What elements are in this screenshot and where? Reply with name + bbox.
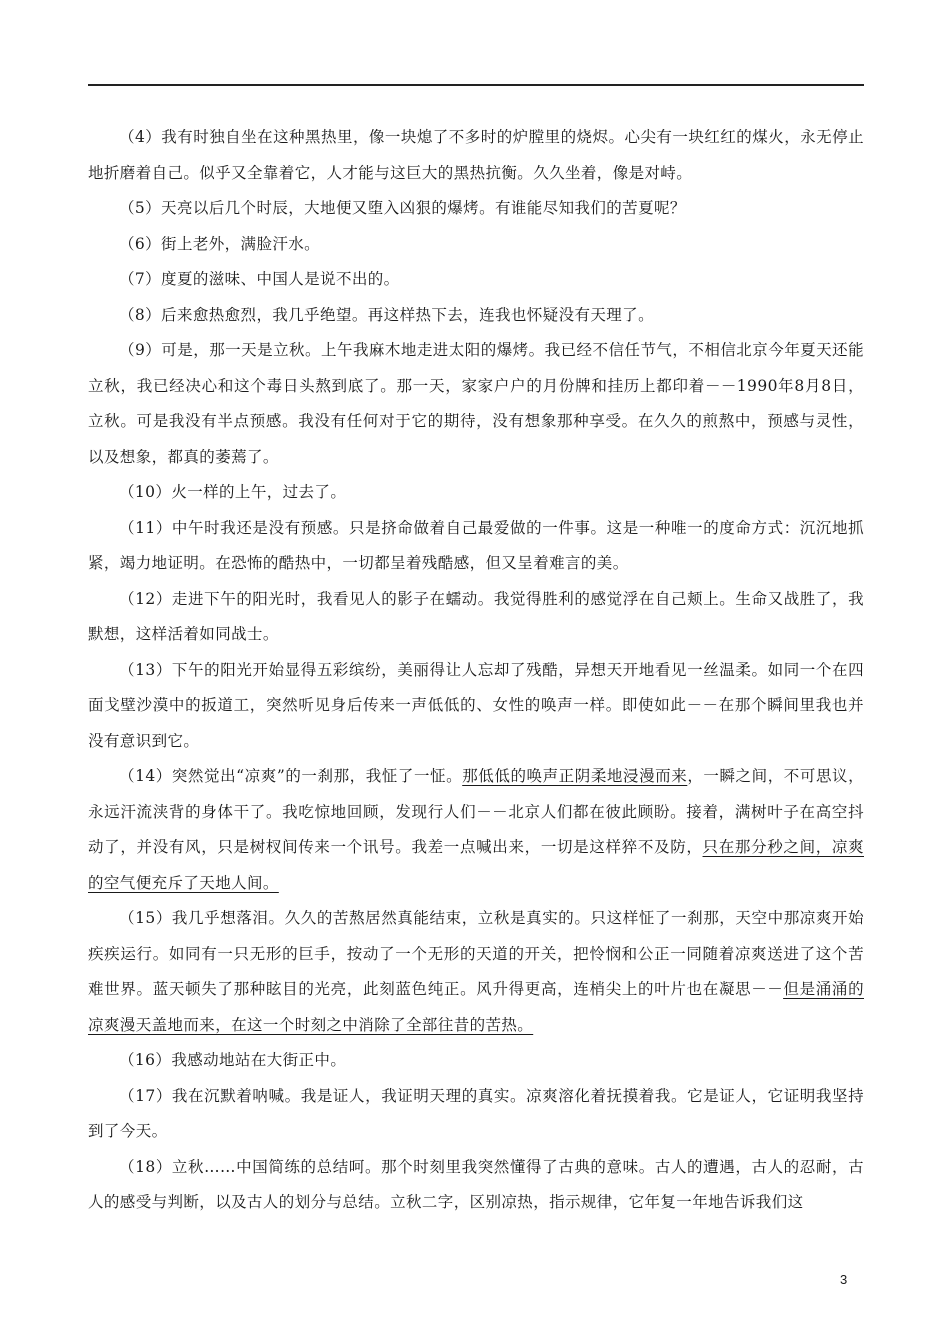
header-rule [88, 84, 864, 86]
paragraph-text: （6）街上老外，满脸汗水。 [119, 234, 321, 253]
paragraph [88, 1079, 864, 1150]
paragraph-text: （7）度夏的滋味、中国人是说不出的。 [119, 270, 400, 288]
paragraph [88, 475, 864, 511]
paragraph-text: （9）可是，那一天是立秋。上午我麻木地走进太阳的爆烤。我已经不信任节气，不相信北京今年夏天还能立秋，我已经决心和这个毒日头熬到底了。那一天，家家户户的月份牌和挂历上都印着－－1990年8月8日，立秋。可是我没有半点预感。我没有任何对于它的期待，没有想象那种享受。在久久的煎熬中，预感与灵性，以及想象，都真的萎蔫了。 [88, 341, 864, 466]
paragraph-text: （15）我几乎想落泪。久久的苦熬居然真能结束，立秋是真实的。只这样怔了一刹那，天空中那凉爽开始疾疾运行。如同有一只无形的巨手，按动了一个无形的天道的开关，把怜悯和公正一同随着凉爽送进了这个苦难世界。蓝天顿失了那种眩目的光亮，此刻蓝色纯正。风升得更高，连梢尖上的叶片也在凝思－－ [88, 909, 864, 998]
underlined-text: 但是涌涌的凉爽漫天盖地而来，在这一个时刻之中消除了全部往昔的苦热。 [88, 980, 864, 1034]
paragraph-text: （5）天亮以后几个时辰，大地便又堕入凶狠的爆烤。有谁能尽知我们的苦夏呢？ [119, 199, 686, 217]
paragraph [88, 262, 864, 298]
paragraph-text: ，一瞬之间，不可思议，永远汗流浃背的身体干了。我吃惊地回顾，发现行人们－－北京人们都在彼此顾盼。接着，满树叶子在高空抖动了，并没有风，只是树杈间传来一个讯号。我差一点喊出来，一切是这样猝不及防， [88, 767, 864, 856]
paragraph-text: （16）我感动地站在大街正中。 [119, 1051, 347, 1069]
paragraph-text: （11）中午时我还是没有预感。只是挤命做着自己最爱做的一件事。这是一种唯一的度命方式：沉沉地抓紧，竭力地证明。在恐怖的酷热中，一切都呈着残酷感，但又呈着难言的美。 [88, 518, 864, 572]
paragraph [88, 901, 864, 1043]
paragraph [88, 511, 864, 582]
paragraph [88, 333, 864, 475]
paragraph-text: （10）火一样的上午，过去了。 [119, 483, 347, 501]
paragraph [88, 582, 864, 653]
underlined-text: 那低低的唤声正阴柔地浸漫而来 [462, 767, 688, 785]
paragraph [88, 653, 864, 760]
underlined-text: 只在那分秒之间，凉爽的空气便充斥了天地人间。 [88, 838, 864, 892]
paragraph-text: （13）下午的阳光开始显得五彩缤纷，美丽得让人忘却了残酷，异想天开地看见一丝温柔。如同一个在四面戈壁沙漠中的扳道工，突然听见身后传来一声低低的、女性的唤声一样。即使如此－－在那个瞬间里我也并没有意识到它。 [88, 660, 864, 750]
paragraph-text: （14）突然觉出“凉爽”的一刹那，我怔了一怔。 [119, 767, 463, 785]
paragraph [88, 191, 864, 227]
paragraph [88, 120, 864, 191]
paragraph-text: （18）立秋……中国简练的总结呵。那个时刻里我突然懂得了古典的意味。古人的遭遇，古人的忍耐，古人的感受与判断，以及古人的划分与总结。立秋二字，区别凉热，指示规律，它年复一年地告诉我们这 [88, 1157, 864, 1211]
paragraph-text: （8）后来愈热愈烈，我几乎绝望。再这样热下去，连我也怀疑没有天理了。 [119, 305, 654, 324]
article-body [88, 120, 864, 1221]
paragraph [88, 298, 864, 334]
paragraph-text: （4）我有时独自坐在这种黑热里，像一块熄了不多时的炉膛里的烧烬。心尖有一块红红的煤火，永无停止地折磨着自己。似乎又全靠着它，人才能与这巨大的黑热抗衡。久久坐着，像是对峙。 [88, 128, 864, 182]
paragraph [88, 1150, 864, 1221]
page-number: 3 [840, 1272, 848, 1287]
paragraph [88, 1043, 864, 1079]
paragraph [88, 759, 864, 901]
paragraph-text: （17）我在沉默着呐喊。我是证人，我证明天理的真实。凉爽溶化着抚摸着我。它是证人，它证明我坚持到了今天。 [88, 1086, 864, 1140]
paragraph [88, 227, 864, 263]
paragraph-text: （12）走进下午的阳光时，我看见人的影子在蠕动。我觉得胜利的感觉浮在自己颊上。生命又战胜了，我默想，这样活着如同战士。 [88, 589, 864, 643]
